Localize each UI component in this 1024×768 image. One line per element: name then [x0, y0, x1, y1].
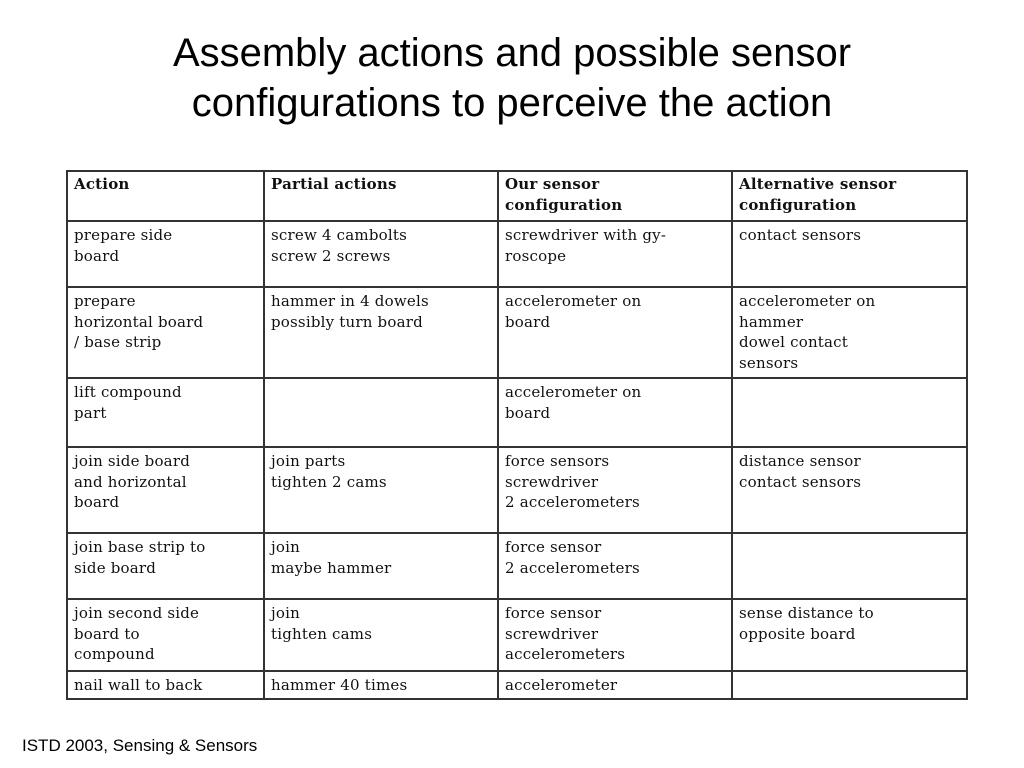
cell-alternative-sensor [732, 533, 967, 599]
cell-our-sensor [498, 447, 732, 533]
header-text: Action [74, 175, 130, 193]
cell-text: join second side [74, 604, 200, 622]
table-row [67, 533, 967, 599]
cell-text: accelerometer on [739, 292, 876, 310]
table-row [67, 287, 967, 378]
table-row [67, 378, 967, 447]
cell-text: accelerometer on [505, 383, 642, 401]
cell-partial-actions [264, 221, 498, 287]
cell-action [67, 599, 264, 671]
table-header-row [67, 171, 967, 221]
cell-text: board [74, 493, 120, 511]
header-text: configuration [739, 195, 857, 214]
table-row [67, 671, 967, 699]
cell-text: screwdriver [505, 472, 599, 491]
table-row [67, 447, 967, 533]
cell-text: compound [74, 645, 155, 663]
cell-our-sensor [498, 221, 732, 287]
cell-text: tighten 2 cams [271, 472, 387, 491]
cell-our-sensor [498, 671, 732, 699]
cell-text: / base strip [74, 333, 162, 351]
cell-text: screwdriver with gy- [505, 226, 667, 244]
cell-action [67, 671, 264, 699]
cell-partial-actions [264, 533, 498, 599]
cell-text: tighten cams [271, 624, 373, 643]
cell-text: join base strip to [74, 538, 206, 556]
cell-text: join [271, 604, 300, 622]
cell-text: join side board [74, 452, 190, 470]
cell-text: roscope [505, 246, 567, 265]
cell-text: and horizontal [74, 472, 187, 491]
cell-action [67, 221, 264, 287]
cell-text: part [74, 403, 107, 422]
table-row [67, 221, 967, 287]
cell-text: join parts [271, 452, 346, 470]
cell-alternative-sensor [732, 378, 967, 447]
cell-text: screwdriver [505, 624, 599, 643]
cell-text: accelerometer on [505, 292, 642, 310]
cell-text: join [271, 538, 300, 556]
cell-alternative-sensor [732, 447, 967, 533]
cell-text: possibly turn board [271, 312, 423, 331]
header-text: configuration [505, 195, 623, 214]
cell-alternative-sensor [732, 287, 967, 378]
cell-text: dowel contact [739, 333, 849, 351]
cell-text: hammer [739, 312, 804, 331]
cell-our-sensor [498, 533, 732, 599]
cell-text: contact sensors [739, 472, 862, 491]
cell-text: opposite board [739, 624, 856, 643]
cell-text: accelerometers [505, 645, 626, 663]
cell-text: prepare side [74, 226, 173, 244]
header-text: Partial actions [271, 175, 397, 193]
header-action [67, 171, 264, 221]
cell-action [67, 447, 264, 533]
cell-text: force sensor [505, 538, 602, 556]
slide-title-line: Assembly actions and possible sensor [172, 31, 852, 75]
cell-our-sensor [498, 378, 732, 447]
cell-text: hammer in 4 dowels [271, 292, 429, 310]
cell-text: nail wall to back [74, 676, 203, 694]
cell-action [67, 378, 264, 447]
footer-text: ISTD 2003, Sensing & Sensors [22, 736, 258, 755]
cell-partial-actions [264, 447, 498, 533]
header-our-sensor-configuration [498, 171, 732, 221]
header-text: Our sensor [505, 175, 600, 193]
header-text: Alternative sensor [739, 175, 897, 193]
cell-text: contact sensors [739, 226, 862, 244]
slide-title-line: configurations to perceive the action [191, 81, 833, 125]
cell-text: maybe hammer [271, 558, 392, 577]
cell-partial-actions [264, 599, 498, 671]
cell-action [67, 287, 264, 378]
cell-text: hammer 40 times [271, 676, 408, 694]
cell-text: side board [74, 558, 157, 577]
cell-text: board [505, 403, 551, 422]
cell-alternative-sensor [732, 221, 967, 287]
cell-text: sense distance to [739, 604, 874, 622]
cell-text: sensors [739, 353, 799, 372]
cell-text: lift compound [74, 383, 182, 401]
cell-text: horizontal board [74, 312, 204, 331]
cell-text: force sensor [505, 604, 602, 622]
cell-text: 2 accelerometers [505, 558, 640, 577]
cell-partial-actions [264, 378, 498, 447]
cell-text: 2 accelerometers [505, 493, 640, 511]
cell-partial-actions [264, 671, 498, 699]
sensor-configuration-table [66, 170, 968, 700]
header-partial-actions [264, 171, 498, 221]
cell-text: board [505, 312, 551, 331]
cell-text: board to [74, 624, 140, 643]
header-alternative-sensor-configuration [732, 171, 967, 221]
slide-title [40, 28, 984, 128]
cell-text: board [74, 246, 120, 265]
cell-text: prepare [74, 292, 136, 310]
cell-alternative-sensor [732, 599, 967, 671]
cell-our-sensor [498, 287, 732, 378]
cell-action [67, 533, 264, 599]
cell-text: screw 4 cambolts [271, 226, 407, 244]
cell-text: distance sensor [739, 452, 861, 470]
cell-text: force sensors [505, 452, 610, 470]
cell-text: accelerometer [505, 676, 618, 694]
cell-text: screw 2 screws [271, 246, 391, 265]
table-row [67, 599, 967, 671]
cell-partial-actions [264, 287, 498, 378]
cell-our-sensor [498, 599, 732, 671]
cell-alternative-sensor [732, 671, 967, 699]
